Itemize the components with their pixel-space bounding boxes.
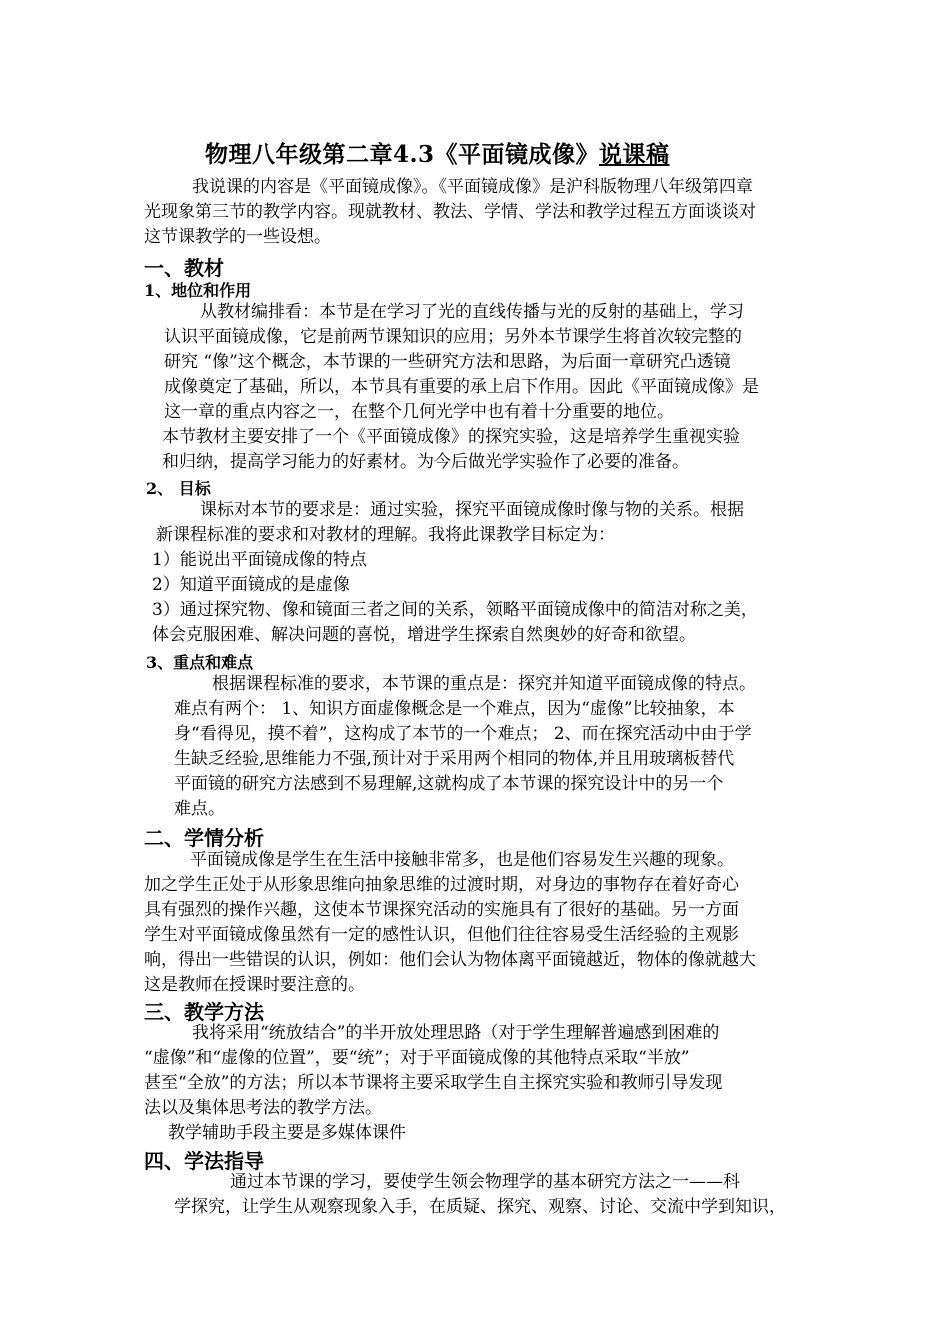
document-title	[205, 136, 670, 169]
paragraph-line: 难点。	[174, 799, 225, 819]
paragraph-line: “虚像”和“虚像的位置”，要“统”；对于平面镜成像的其他特点采取“半放”	[144, 1048, 690, 1068]
paragraph-line: 本节教材主要安排了一个《平面镜成像》的探究实验，这是培养学生重视实验	[162, 427, 740, 447]
subheading-1-2: 2、 目标	[146, 479, 211, 498]
title-underlined: 说课稿	[599, 141, 670, 168]
title-main: 物理八年级第二章4.3《平面镜成像》	[205, 141, 600, 168]
subheading-1-1: 1、地位和作用	[144, 281, 252, 300]
intro-line: 我说课的内容是《平面镜成像》。《平面镜成像》是沪科版物理八年级第四章	[192, 177, 753, 197]
subheading-1-3: 3、重点和难点	[146, 653, 254, 672]
paragraph-line: 成像奠定了基础，所以，本节具有重要的承上启下作用。因此《平面镜成像》是	[164, 377, 759, 397]
paragraph-line: 研究 “像”这个概念，本节课的一些研究方法和思路，为后面一章研究凸透镜	[164, 352, 731, 372]
paragraph-line: 响，得出一些错误的认识，例如：他们会认为物体离平面镜越近，物体的像就越大	[144, 950, 756, 970]
paragraph-line: 加之学生正处于从形象思维向抽象思维的过渡时期，对身边的事物存在着好奇心	[144, 875, 739, 895]
paragraph-line: 这是教师在授课时要注意的。	[144, 975, 365, 995]
paragraph-line: 学生对平面镜成像虽然有一定的感性认识，但他们往往容易受生活经验的主观影	[144, 925, 739, 945]
paragraph-line: 甚至“全放”的方法；所以本节课将主要采取学生自主探究实验和教师引导发现	[144, 1073, 723, 1093]
paragraph-line: 平面镜的研究方法感到不易理解,这就构成了本节课的探究设计中的另一个	[174, 774, 724, 794]
paragraph-line: 教学辅助手段主要是多媒体课件	[168, 1123, 406, 1143]
paragraph-line: 法以及集体思考法的教学方法。	[144, 1098, 382, 1118]
goal-item: 体会克服困难、解决问题的喜悦，增进学生探索自然奥妙的好奇和欲望。	[152, 625, 696, 645]
intro-line: 光现象第三节的教学内容。现就教材、教法、学情、学法和教学过程五方面谈谈对	[144, 202, 756, 222]
paragraph-line: 平面镜成像是学生在生活中接触非常多，也是他们容易发生兴趣的现象。	[190, 850, 734, 870]
paragraph-line: 具有强烈的操作兴趣，这使本节课探究活动的实施具有了很好的基础。另一方面	[144, 900, 739, 920]
section-heading-1: 一、教材	[144, 256, 224, 280]
paragraph-line: 我将采用“统放结合”的半开放处理思路（对于学生理解普遍感到困难的	[192, 1023, 720, 1043]
paragraph-line: 和归纳，提高学习能力的好素材。为今后做光学实验作了必要的准备。	[162, 452, 689, 472]
paragraph-line: 学探究，让学生从观察现象入手，在质疑、探究、观察、讨论、交流中学到知识，	[174, 1197, 786, 1217]
intro-line: 这节课教学的一些设想。	[144, 227, 331, 247]
paragraph-line: 从教材编排看：本节是在学习了光的直线传播与光的反射的基础上，学习	[200, 302, 744, 322]
paragraph-line: 根据课程标准的要求，本节课的重点是：探究并知道平面镜成像的特点。	[212, 674, 756, 694]
paragraph-line: 通过本节课的学习，要使学生领会物理学的基本研究方法之一——科	[230, 1172, 740, 1192]
paragraph-line: 身“看得见，摸不着”，这构成了本节的一个难点； 2、而在探究活动中由于学	[174, 724, 752, 744]
paragraph-line: 认识平面镜成像，它是前两节课知识的应用；另外本节课学生将首次较完整的	[164, 327, 742, 347]
section-heading-2: 二、学情分析	[144, 826, 264, 850]
section-heading-4: 四、学法指导	[144, 1149, 264, 1173]
paragraph-line: 生缺乏经验,思维能力不强,预计对于采用两个相同的物体,并且用玻璃板替代	[174, 749, 735, 769]
section-heading-3: 三、教学方法	[144, 1000, 264, 1024]
paragraph-line: 课标对本节的要求是：通过实验，探究平面镜成像时像与物的关系。根据	[200, 500, 744, 520]
goal-item: 2）知道平面镜成的是虚像	[152, 575, 350, 595]
goal-item: 1）能说出平面镜成像的特点	[152, 550, 367, 570]
goal-item: 3）通过探究物、像和镜面三者之间的关系，领略平面镜成像中的简洁对称之美，	[152, 600, 758, 620]
paragraph-line: 新课程标准的要求和对教材的理解。我将此课教学目标定为：	[156, 525, 615, 545]
paragraph-line: 这一章的重点内容之一，在整个几何光学中也有着十分重要的地位。	[164, 402, 674, 422]
paragraph-line: 难点有两个： 1、知识方面虚像概念是一个难点，因为“虚像”比较抽象，本	[174, 699, 735, 719]
